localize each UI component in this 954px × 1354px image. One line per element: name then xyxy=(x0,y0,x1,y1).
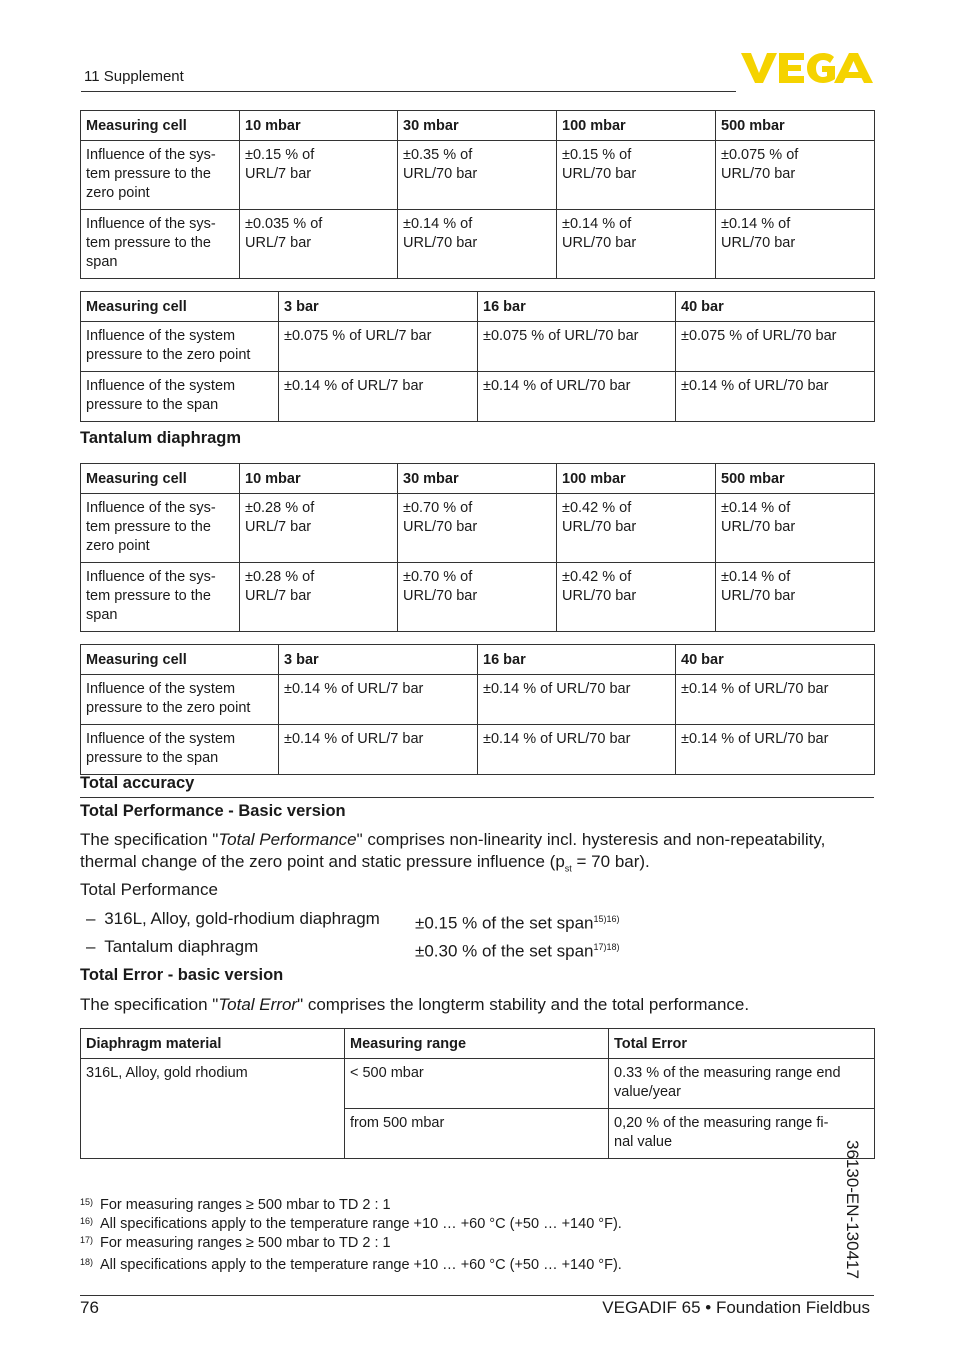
table-row xyxy=(81,322,875,372)
table-row xyxy=(81,210,875,279)
pressure-subscript: st xyxy=(564,863,572,874)
error-heading: Total Error - basic version xyxy=(80,966,284,984)
table-cell: Influence of the system pressure to the zero point xyxy=(81,675,279,725)
header-cell: 100 mbar xyxy=(557,111,716,141)
spec-text: The specification " xyxy=(80,830,219,849)
table-cell: ±0.42 % of URL/70 bar xyxy=(557,563,716,632)
spec-text: " comprises non-linearity incl. hysteresis and non-repeatability, xyxy=(356,830,826,849)
footnote-text: For measuring ranges ≥ 500 mbar to TD 2 : 1 xyxy=(100,1235,391,1251)
footnote xyxy=(80,1235,391,1251)
table-cell: ±0.075 % of URL/70 bar xyxy=(676,322,875,372)
table-cell: ±0.14 % of URL/70 bar xyxy=(716,494,875,563)
footnote-number: 16) xyxy=(80,1216,94,1226)
item-value: ±0.30 % of the set span xyxy=(415,941,594,961)
page-number: 76 xyxy=(80,1298,99,1317)
header-cell: 3 bar xyxy=(279,645,478,675)
document-number: 36130-EN-130417 xyxy=(843,1140,862,1279)
section-divider xyxy=(80,797,874,798)
table-cell: ±0.14 % of URL/7 bar xyxy=(279,372,478,422)
table-row xyxy=(81,141,875,210)
table-cell: ±0.35 % of URL/70 bar xyxy=(398,141,557,210)
table-cell: ±0.15 % of URL/70 bar xyxy=(557,141,716,210)
header-cell: Total Error xyxy=(609,1029,875,1059)
header-cell: 500 mbar xyxy=(716,111,875,141)
table-cell: 0.33 % of the measuring range end value/year xyxy=(609,1059,875,1109)
table-cell: Influence of the sys- tem pressure to the zero point xyxy=(81,141,240,210)
footer-divider xyxy=(80,1295,874,1296)
table-cell: ±0.15 % of URL/7 bar xyxy=(240,141,398,210)
steel-3-40bar-table xyxy=(80,291,875,422)
spec-term: Total Performance xyxy=(218,830,357,849)
header-cell: 40 bar xyxy=(676,292,875,322)
table-cell: from 500 mbar xyxy=(345,1109,609,1159)
item-value: ±0.15 % of the set span xyxy=(415,913,594,933)
performance-item-value xyxy=(415,936,715,963)
steel-10-500mbar-table xyxy=(80,110,875,279)
performance-heading: Total Performance - Basic version xyxy=(80,802,346,820)
table-cell: ±0.28 % of URL/7 bar xyxy=(240,494,398,563)
header-cell: Measuring cell xyxy=(81,292,279,322)
header-cell: 500 mbar xyxy=(716,464,875,494)
section-title: 11 Supplement xyxy=(84,68,184,85)
table-cell: ±0.14 % of URL/7 bar xyxy=(279,725,478,775)
header-divider xyxy=(81,91,736,92)
table-header-row xyxy=(81,1029,875,1059)
header-cell: 40 bar xyxy=(676,645,875,675)
table-cell: Influence of the system pressure to the span xyxy=(81,725,279,775)
table-cell: Influence of the system pressure to the zero point xyxy=(81,322,279,372)
spec-text: thermal change of the zero point and static pressure influence (p xyxy=(80,852,565,871)
table-cell: ±0.14 % of URL/70 bar xyxy=(676,725,875,775)
footnote-number: 17) xyxy=(80,1235,94,1245)
table-cell: 316L, Alloy, gold rhodium xyxy=(81,1059,345,1159)
footnote-ref: 15)16) xyxy=(593,914,620,924)
total-accuracy-heading: Total accuracy xyxy=(80,774,195,792)
footnote-text: All specifications apply to the temperature range +10 … +60 °C (+50 … +140 °F). xyxy=(100,1216,622,1232)
table-header-row xyxy=(81,464,875,494)
header-cell: 10 mbar xyxy=(240,464,398,494)
table-row xyxy=(81,494,875,563)
header-cell: Measuring range xyxy=(345,1029,609,1059)
table-cell: ±0.70 % of URL/70 bar xyxy=(398,563,557,632)
table-cell: ±0.14 % of URL/70 bar xyxy=(478,725,676,775)
table-cell: ±0.14 % of URL/70 bar xyxy=(676,675,875,725)
table-cell: ±0.14 % of URL/70 bar xyxy=(398,210,557,279)
header-cell: 10 mbar xyxy=(240,111,398,141)
table-cell: ±0.14 % of URL/70 bar xyxy=(478,372,676,422)
item-name: 316L, Alloy, gold-rhodium diaphragm xyxy=(104,909,380,928)
table-row xyxy=(81,563,875,632)
table-cell: ±0.14 % of URL/70 bar xyxy=(676,372,875,422)
header-cell: Measuring cell xyxy=(81,645,279,675)
header-cell: 30 mbar xyxy=(398,464,557,494)
tantalum-10-500mbar-table xyxy=(80,463,875,632)
header-cell: Measuring cell xyxy=(81,111,240,141)
table-cell: Influence of the sys- tem pressure to the span xyxy=(81,210,240,279)
header-cell: 16 bar xyxy=(478,292,676,322)
table-cell: ±0.14 % of URL/70 bar xyxy=(716,563,875,632)
table-row xyxy=(81,1059,875,1109)
table-cell: ±0.42 % of URL/70 bar xyxy=(557,494,716,563)
tantalum-3-40bar-table xyxy=(80,644,875,775)
list-dash: – xyxy=(86,937,96,956)
table-cell: Influence of the sys- tem pressure to the zero point xyxy=(81,494,240,563)
error-spec-text xyxy=(80,994,880,1016)
table-header-row xyxy=(81,111,875,141)
footnote-ref: 17)18) xyxy=(593,942,620,952)
table-cell: ±0.14 % of URL/70 bar xyxy=(478,675,676,725)
footnote-number: 15) xyxy=(80,1197,94,1207)
table-cell: ±0.14 % of URL/7 bar xyxy=(279,675,478,725)
header-cell: 30 mbar xyxy=(398,111,557,141)
footnote-text: All specifications apply to the temperature range +10 … +60 °C (+50 … +140 °F). xyxy=(100,1257,622,1273)
footnote xyxy=(80,1197,391,1213)
table-cell: ±0.075 % of URL/70 bar xyxy=(716,141,875,210)
header-cell: 3 bar xyxy=(279,292,478,322)
table-header-row xyxy=(81,292,875,322)
product-name: VEGADIF 65 • Foundation Fieldbus xyxy=(602,1298,870,1317)
table-cell: ±0.035 % of URL/7 bar xyxy=(240,210,398,279)
table-cell: 0,20 % of the measuring range fi- nal value xyxy=(609,1109,875,1159)
table-cell: Influence of the sys- tem pressure to the span xyxy=(81,563,240,632)
header-cell: Measuring cell xyxy=(81,464,240,494)
header-cell: 16 bar xyxy=(478,645,676,675)
performance-label: Total Performance xyxy=(80,880,218,899)
table-cell: ±0.14 % of URL/70 bar xyxy=(557,210,716,279)
table-cell: ±0.70 % of URL/70 bar xyxy=(398,494,557,563)
table-row xyxy=(81,372,875,422)
list-dash: – xyxy=(86,909,96,928)
tantalum-heading: Tantalum diaphragm xyxy=(80,429,242,447)
spec-text: " comprises the longterm stability and the total performance. xyxy=(297,995,750,1014)
table-cell: ±0.075 % of URL/7 bar xyxy=(279,322,478,372)
table-cell: ±0.075 % of URL/70 bar xyxy=(478,322,676,372)
header-cell: 100 mbar xyxy=(557,464,716,494)
table-cell: Influence of the system pressure to the span xyxy=(81,372,279,422)
spec-text: = 70 bar). xyxy=(571,852,650,871)
footnote xyxy=(80,1216,622,1232)
footnote-text: For measuring ranges ≥ 500 mbar to TD 2 : 1 xyxy=(100,1197,391,1213)
table-cell: < 500 mbar xyxy=(345,1059,609,1109)
table-row xyxy=(81,725,875,775)
vega-logo xyxy=(741,50,873,84)
spec-text: The specification " xyxy=(80,995,219,1014)
performance-item-value xyxy=(415,908,715,935)
performance-spec-text xyxy=(80,829,880,879)
item-name: Tantalum diaphragm xyxy=(104,937,259,956)
footnote xyxy=(80,1257,622,1273)
header-cell: Diaphragm material xyxy=(81,1029,345,1059)
footnote-number: 18) xyxy=(80,1257,94,1267)
table-cell: ±0.14 % of URL/70 bar xyxy=(716,210,875,279)
table-header-row xyxy=(81,645,875,675)
table-cell: ±0.28 % of URL/7 bar xyxy=(240,563,398,632)
total-error-table xyxy=(80,1028,875,1159)
spec-term: Total Error xyxy=(218,995,298,1014)
table-row xyxy=(81,675,875,725)
